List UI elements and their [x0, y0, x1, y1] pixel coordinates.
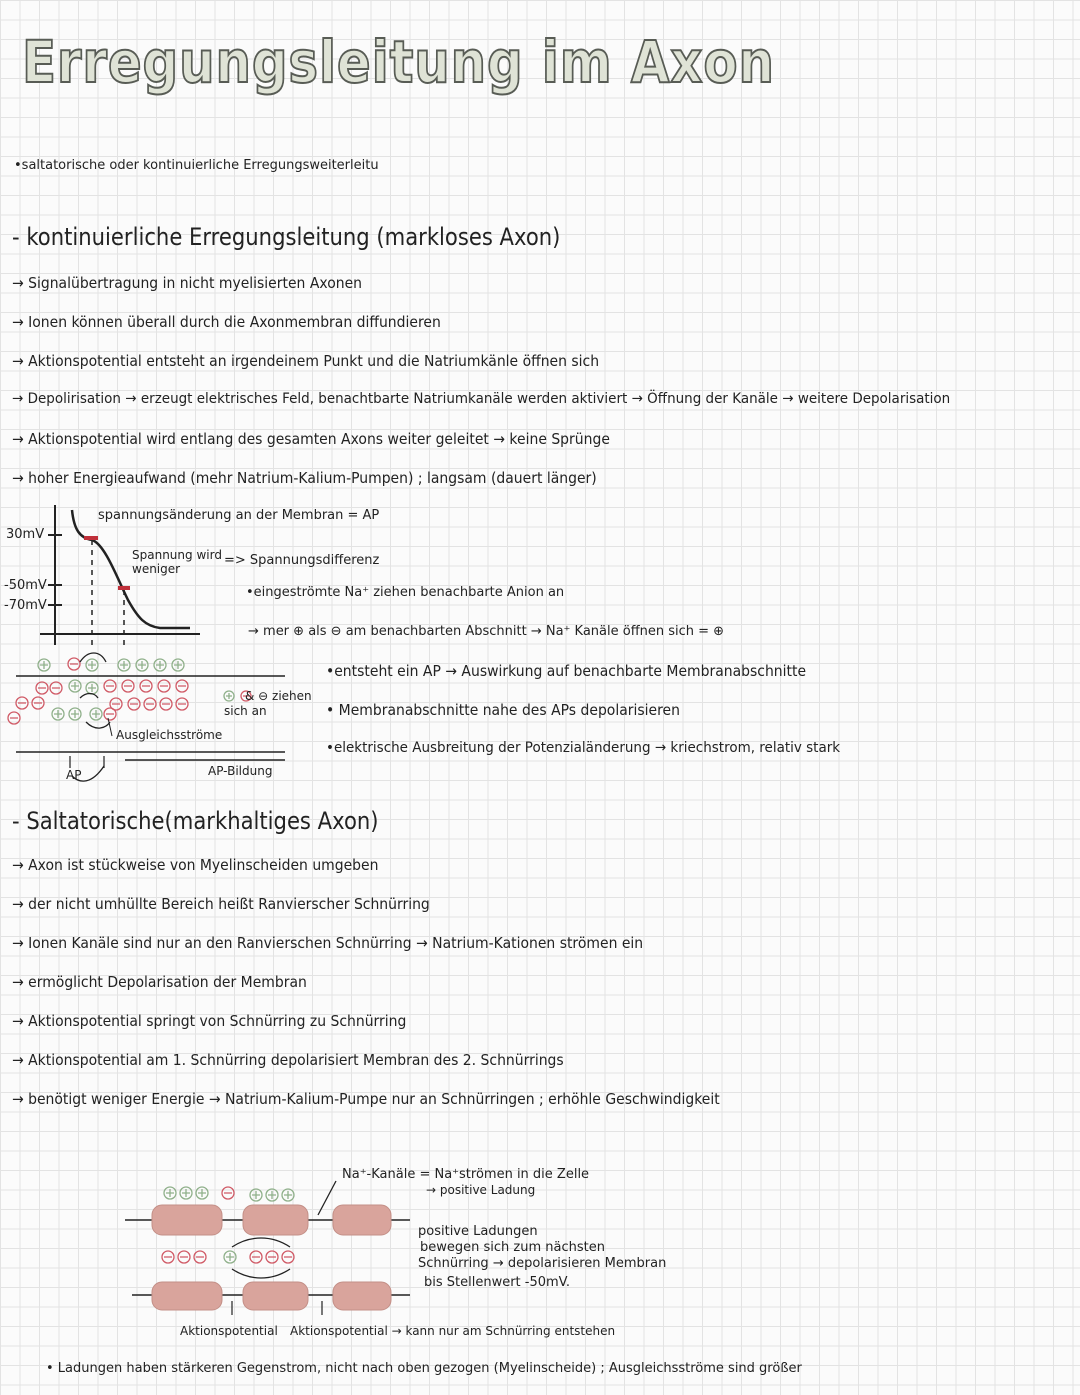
- pos-charge-line-4: bis Stellenwert -50mV.: [424, 1275, 571, 1290]
- note1-line-2: → mer ⊕ als ⊖ am benachbarten Abschnitt → Na⁺ Kanäle öffnen sich = ⊕: [248, 624, 725, 639]
- section2-heading: - Saltatorische(markhaltiges Axon): [12, 807, 379, 835]
- intro-line: •saltatorische oder kontinuierliche Erregungsweiterleitu: [14, 158, 379, 173]
- footer-note: • Ladungen haben stärkeren Gegenstrom, nicht nach oben gezogen (Myelinscheide) ; Ausgleichsströme sind größer: [46, 1361, 802, 1376]
- y-label-30: 30mV: [6, 527, 45, 542]
- na-channel-line-1: Na⁺-Kanäle = Na⁺strömen in die Zelle: [342, 1167, 590, 1182]
- note1-line-5: •elektrische Ausbreitung der Potenzialänderung → kriechstrom, relativ stark: [326, 740, 841, 756]
- graph-note-2: weniger: [132, 562, 181, 576]
- section2-line-3: → Ionen Kanäle sind nur an den Ranvierschen Schnürring → Natrium-Kationen strömen ein: [12, 934, 644, 952]
- section2-line-6: → Aktionspotential am 1. Schnürring depolarisiert Membran des 2. Schnürrings: [12, 1051, 564, 1069]
- y-label-50: -50mV: [4, 578, 47, 593]
- axon1-pull-text-2: sich an: [224, 704, 267, 718]
- note1-line-4: • Membranabschnitte nahe des APs depolarisieren: [326, 701, 680, 719]
- note1-line-3: •entsteht ein AP → Auswirkung auf benachbarte Membranabschnitte: [326, 662, 807, 680]
- axon1-ausgleich: Ausgleichsströme: [116, 728, 223, 742]
- graph-note-1: Spannung wird: [132, 548, 222, 562]
- axon-diagram-saltatory: [120, 1175, 420, 1325]
- section2-line-5: → Aktionspotential springt von Schnürring zu Schnürring: [12, 1012, 407, 1030]
- section1-heading: - kontinuierliche Erregungsleitung (markloses Axon): [12, 223, 561, 251]
- page-title: Erregungsleitung im Axon: [22, 28, 775, 96]
- y-label-70: -70mV: [4, 598, 47, 613]
- ap-label-right: Aktionspotential → kann nur am Schnürring entstehen: [290, 1324, 616, 1338]
- section1-line-1: → Signalübertragung in nicht myelisierten Axonen: [12, 274, 362, 292]
- section2-line-2: → der nicht umhüllte Bereich heißt Ranvierscher Schnürring: [12, 895, 430, 913]
- section1-line-3: → Aktionspotential entsteht an irgendeinem Punkt und die Natriumkänle öffnen sich: [12, 352, 600, 370]
- section1-line-5: → Aktionspotential wird entlang des gesamten Axons weiter geleitet → keine Sprünge: [12, 430, 610, 448]
- axon1-ap-bildung: AP-Bildung: [208, 764, 273, 778]
- pos-charge-line-1: positive Ladungen: [418, 1224, 538, 1239]
- note1-line-1: •eingeströmte Na⁺ ziehen benachbarte Anion an: [246, 585, 565, 600]
- section2-line-4: → ermöglicht Depolarisation der Membran: [12, 973, 307, 991]
- section2-line-7: → benötigt weniger Energie → Natrium-Kalium-Pumpe nur an Schnürringen ; erhöhle Geschwindigkeit: [12, 1090, 720, 1108]
- section1-line-4: → Depolirisation → erzeugt elektrisches Feld, benachtbarte Natriumkanäle werden aktiviert → Öffnung der Kanäle → weitere Depolarisation: [12, 391, 951, 407]
- graph-arrow-text: => Spannungsdifferenz: [224, 553, 380, 568]
- axon1-pull-text-1: & ⊖ ziehen: [245, 689, 312, 703]
- section2-line-1: → Axon ist stückweise von Myelinscheiden umgeben: [12, 856, 379, 874]
- section1-line-2: → Ionen können überall durch die Axonmembran diffundieren: [12, 313, 441, 331]
- section1-line-6: → hoher Energieaufwand (mehr Natrium-Kalium-Pumpen) ; langsam (dauert länger): [12, 469, 597, 487]
- graph-caption: spannungsänderung an der Membran = AP: [98, 508, 380, 523]
- na-channel-line-2: → positive Ladung: [426, 1183, 536, 1197]
- pos-charge-line-3: Schnürring → depolarisieren Membran: [418, 1256, 667, 1271]
- axon1-ap-label: AP: [66, 768, 82, 782]
- ap-label-left: Aktionspotential: [180, 1324, 278, 1338]
- pos-charge-line-2: bewegen sich zum nächsten: [420, 1240, 605, 1255]
